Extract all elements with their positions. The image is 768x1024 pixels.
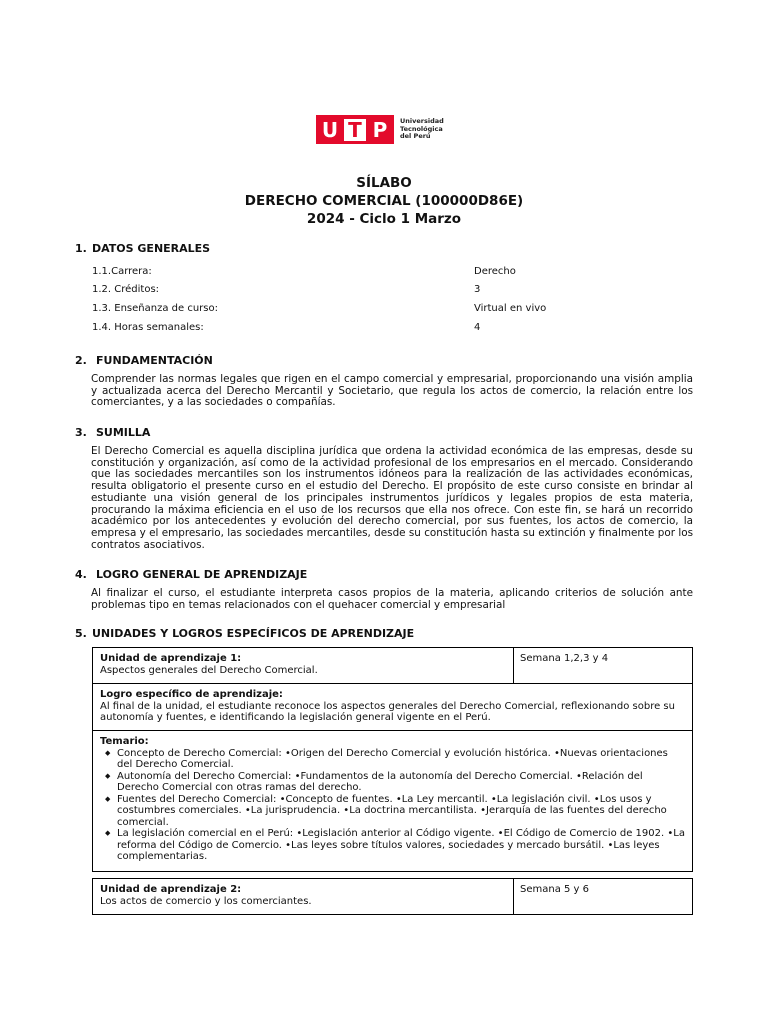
temario-item: ◆ Concepto de Derecho Comercial: •Origen del Derecho Comercial y evolución histórica. •Nuevas orientaciones del Derecho Comercial. [117,748,685,771]
doc-title: SÍLABO [356,175,412,191]
section-heading-logro-general: 4. LOGRO GENERAL DE APRENDIZAJE [75,568,308,581]
unit1-header-box [92,647,693,684]
unit1-title: Unidad de aprendizaje 1: [100,653,242,664]
unit1-weeks-cell [513,648,692,683]
utp-logo [316,115,444,144]
unit1-temario-box [92,730,693,872]
unit1-title-cell [93,648,514,683]
unit1-temario-title: Temario: [100,736,149,747]
unit2-header-box [92,878,693,915]
fundamentacion-text: Comprender las normas legales que rigen en el campo comercial y empresarial, proporcionando una visión amplia y actualizada acerca del Derecho Mercantil y Societario, que regula los actos de comercio, la relación entre los comerciantes, y a las sociedades o compañías. [91,373,693,409]
unit1-subtitle: Aspectos generales del Derecho Comercial. [100,664,318,676]
unit1-logro-title: Logro específico de aprendizaje: [100,689,283,700]
course-title: DERECHO COMERCIAL (100000D86E) [244,193,524,209]
unit1-logro-text: Al final de la unidad, el estudiante reconoce los aspectos generales del Derecho Comercial, reflexionando sobre su autonomía y fuentes, e identificando la legislación general vigente en el Perú. [100,700,675,723]
sumilla-text: El Derecho Comercial es aquella disciplina jurídica que ordena la actividad económica de las empresas, desde su constitución y organización, así como de la actividad profesional de los empresarios en el mercado. Considerando que las sociedades mercantiles son los instrumentos idóneos para la realización de las actividades económicas, resulta obligatorio el presente curso en el estudio del Derecho. El propósito de este curso consiste en brindar al estudiante una visión general de los principales instrumentos jurídicos y legales propios de esta materia, procurando la máxima eficiencia en el uso de los recursos que ella nos ofrece. Con este fin, se hará un recorrido académico por los antecedentes y evolución del derecho comercial, por sus fuentes, los actos de comercio, la empresa y el empresario, las sociedades mercantiles, desde su constitución hasta su extinción y finalmente por los contratos asociativos. [91,445,693,551]
section-heading-unidades: 5. UNIDADES Y LOGROS ESPECÍFICOS DE APRENDIZAJE [75,627,415,640]
logro-general-text: Al finalizar el curso, el estudiante interpreta casos propios de la materia, aplicando criterios de solución ante problemas tipo en temas relacionados con el quehacer comercial y empresarial [91,587,693,611]
unit2-title: Unidad de aprendizaje 2: [100,884,242,895]
unit1-temario-list [100,748,685,863]
temario-item: ◆ Fuentes del Derecho Comercial: •Concepto de fuentes. •La Ley mercantil. •La legislación civil. •Los usos y costumbres comerciales. •La jurisprudencia. •La doctrina mercantilista. •Jerarquía de las fuentes del derecho comercial. [117,794,685,829]
temario-item: ◆ La legislación comercial en el Perú: •Legislación anterior al Código vigente. •El Código de Comercio de 1902. •La reforma del Código de Comercio. •Las leyes sobre títulos valores, sociedades y mercado bursátil. •Las leyes complementarias. [117,828,685,863]
unit1-logro-box [92,683,693,731]
logo-letter-p: P [372,117,388,142]
logo-letter-t: T [344,119,366,141]
section-heading-fundamentacion: 2. FUNDAMENTACIÓN [75,354,213,367]
unit2-subtitle: Los actos de comercio y los comerciantes. [100,895,312,907]
logo-mark [316,115,394,144]
syllabus-page: U T P Universidad Tecnológica del Perú SÍLABO DERECHO COMERCIAL (100000D86E) 2024 - Ciclo 1 Marzo 1. DATOS GENERALES 1.1.Carrera: Derecho 1.2. Créditos: 3 1.3. Enseñanza de curso: Virtual en vivo 1.4. Horas semanales: 4 2. FUNDAMENTACIÓN Comprender las normas legales que rigen en el campo comercial y empresarial, proporcionando una visión amplia y actualizada acerca del Derecho Mercantil y Societario, que regula los actos de comercio, la relación entre los comerciantes, y a las sociedades o compañías. 3. SUMILLA El Derecho Comercial es aquella disciplina jurídica que ordena la actividad económica de las empresas, desde su constitución y organización, así como de la actividad profesional de los empresarios en el mercado. Considerando que las sociedades mercantiles son los instrumentos idóneos para la realización de las actividades económicas, resulta obligatorio el presente curso en el estudio del Derecho. El propósito de este curso consiste en brindar al estudiante una visión general de los principales instrumentos jurídicos y legales propios de esta materia, procurando la máxima eficiencia en el uso de los recursos que ella nos ofrece. Con este fin, se hará un recorrido académico por los antecedentes y evolución del derecho comercial, por sus fuentes, los actos de comercio, la empresa y el empresario, las sociedades mercantiles, desde su constitución hasta su extinción y finalmente por los contratos asociativos. 4. LOGRO GENERAL DE APRENDIZAJE Al finalizar el curso, el estudiante interpreta casos propios de la materia, aplicando criterios de solución ante problemas tipo en temas relacionados con el quehacer comercial y empresarial 5. UNIDADES Y LOGROS ESPECÍFICOS DE APRENDIZAJE Unidad de aprendizaje 1: Aspectos generales del Derecho Comercial. Semana 1,2,3 y 4 Logro específico de aprendizaje: Al final de la unidad, el estudiante reconoce los aspectos generales del Derecho Comercial, reflexionando sobre su autonomía y fuentes, e identificando la legislación general vigente en el Perú. Temario: ◆ Concepto de Derecho Comercial: •Origen del Derecho Comercial y evolución histórica. •Nuevas orientaciones del Derecho Comercial. ◆ Autonomía del Derecho Comercial: •Fundamentos de la autonomía del Derecho Comercial. •Relación del Derecho Comercial con otras ramas del derecho. ◆ Fuentes del Derecho Comercial: •Concepto de fuentes. •La Ley mercantil. •La legislación civil. •Los usos y costumbres comerciales. •La jurisprudencia. •La doctrina mercantilista. •Jerarquía de las fuentes del derecho comercial. ◆ La legislación comercial en el Perú: •Legislación anterior al Código vigente. •El Código de Comercio de 1902. •La reforma del Código de Comercio. •Las leyes sobre títulos valores, sociedades y mercado bursátil. •Las leyes complementarias. Unidad de aprendizaje 2: Los actos de comercio y los comerciantes. Semana 5 y 6 [0,0,768,1024]
logo-university-name: Universidad Tecnológica del Perú [400,117,444,141]
section-heading-datos-generales: 1. DATOS GENERALES [75,242,211,255]
unit1-weeks: Semana 1,2,3 y 4 [520,653,609,664]
unit2-title-cell [93,879,514,914]
logo-letter-u: U [321,117,339,142]
section-heading-sumilla: 3. SUMILLA [75,426,151,439]
unit2-weeks-cell [513,879,692,914]
unit2-weeks: Semana 5 y 6 [520,884,590,895]
course-period: 2024 - Ciclo 1 Marzo [306,211,462,227]
temario-item: ◆ Autonomía del Derecho Comercial: •Fundamentos de la autonomía del Derecho Comercial. •Relación del Derecho Comercial con otras ramas del derecho. [117,771,685,794]
